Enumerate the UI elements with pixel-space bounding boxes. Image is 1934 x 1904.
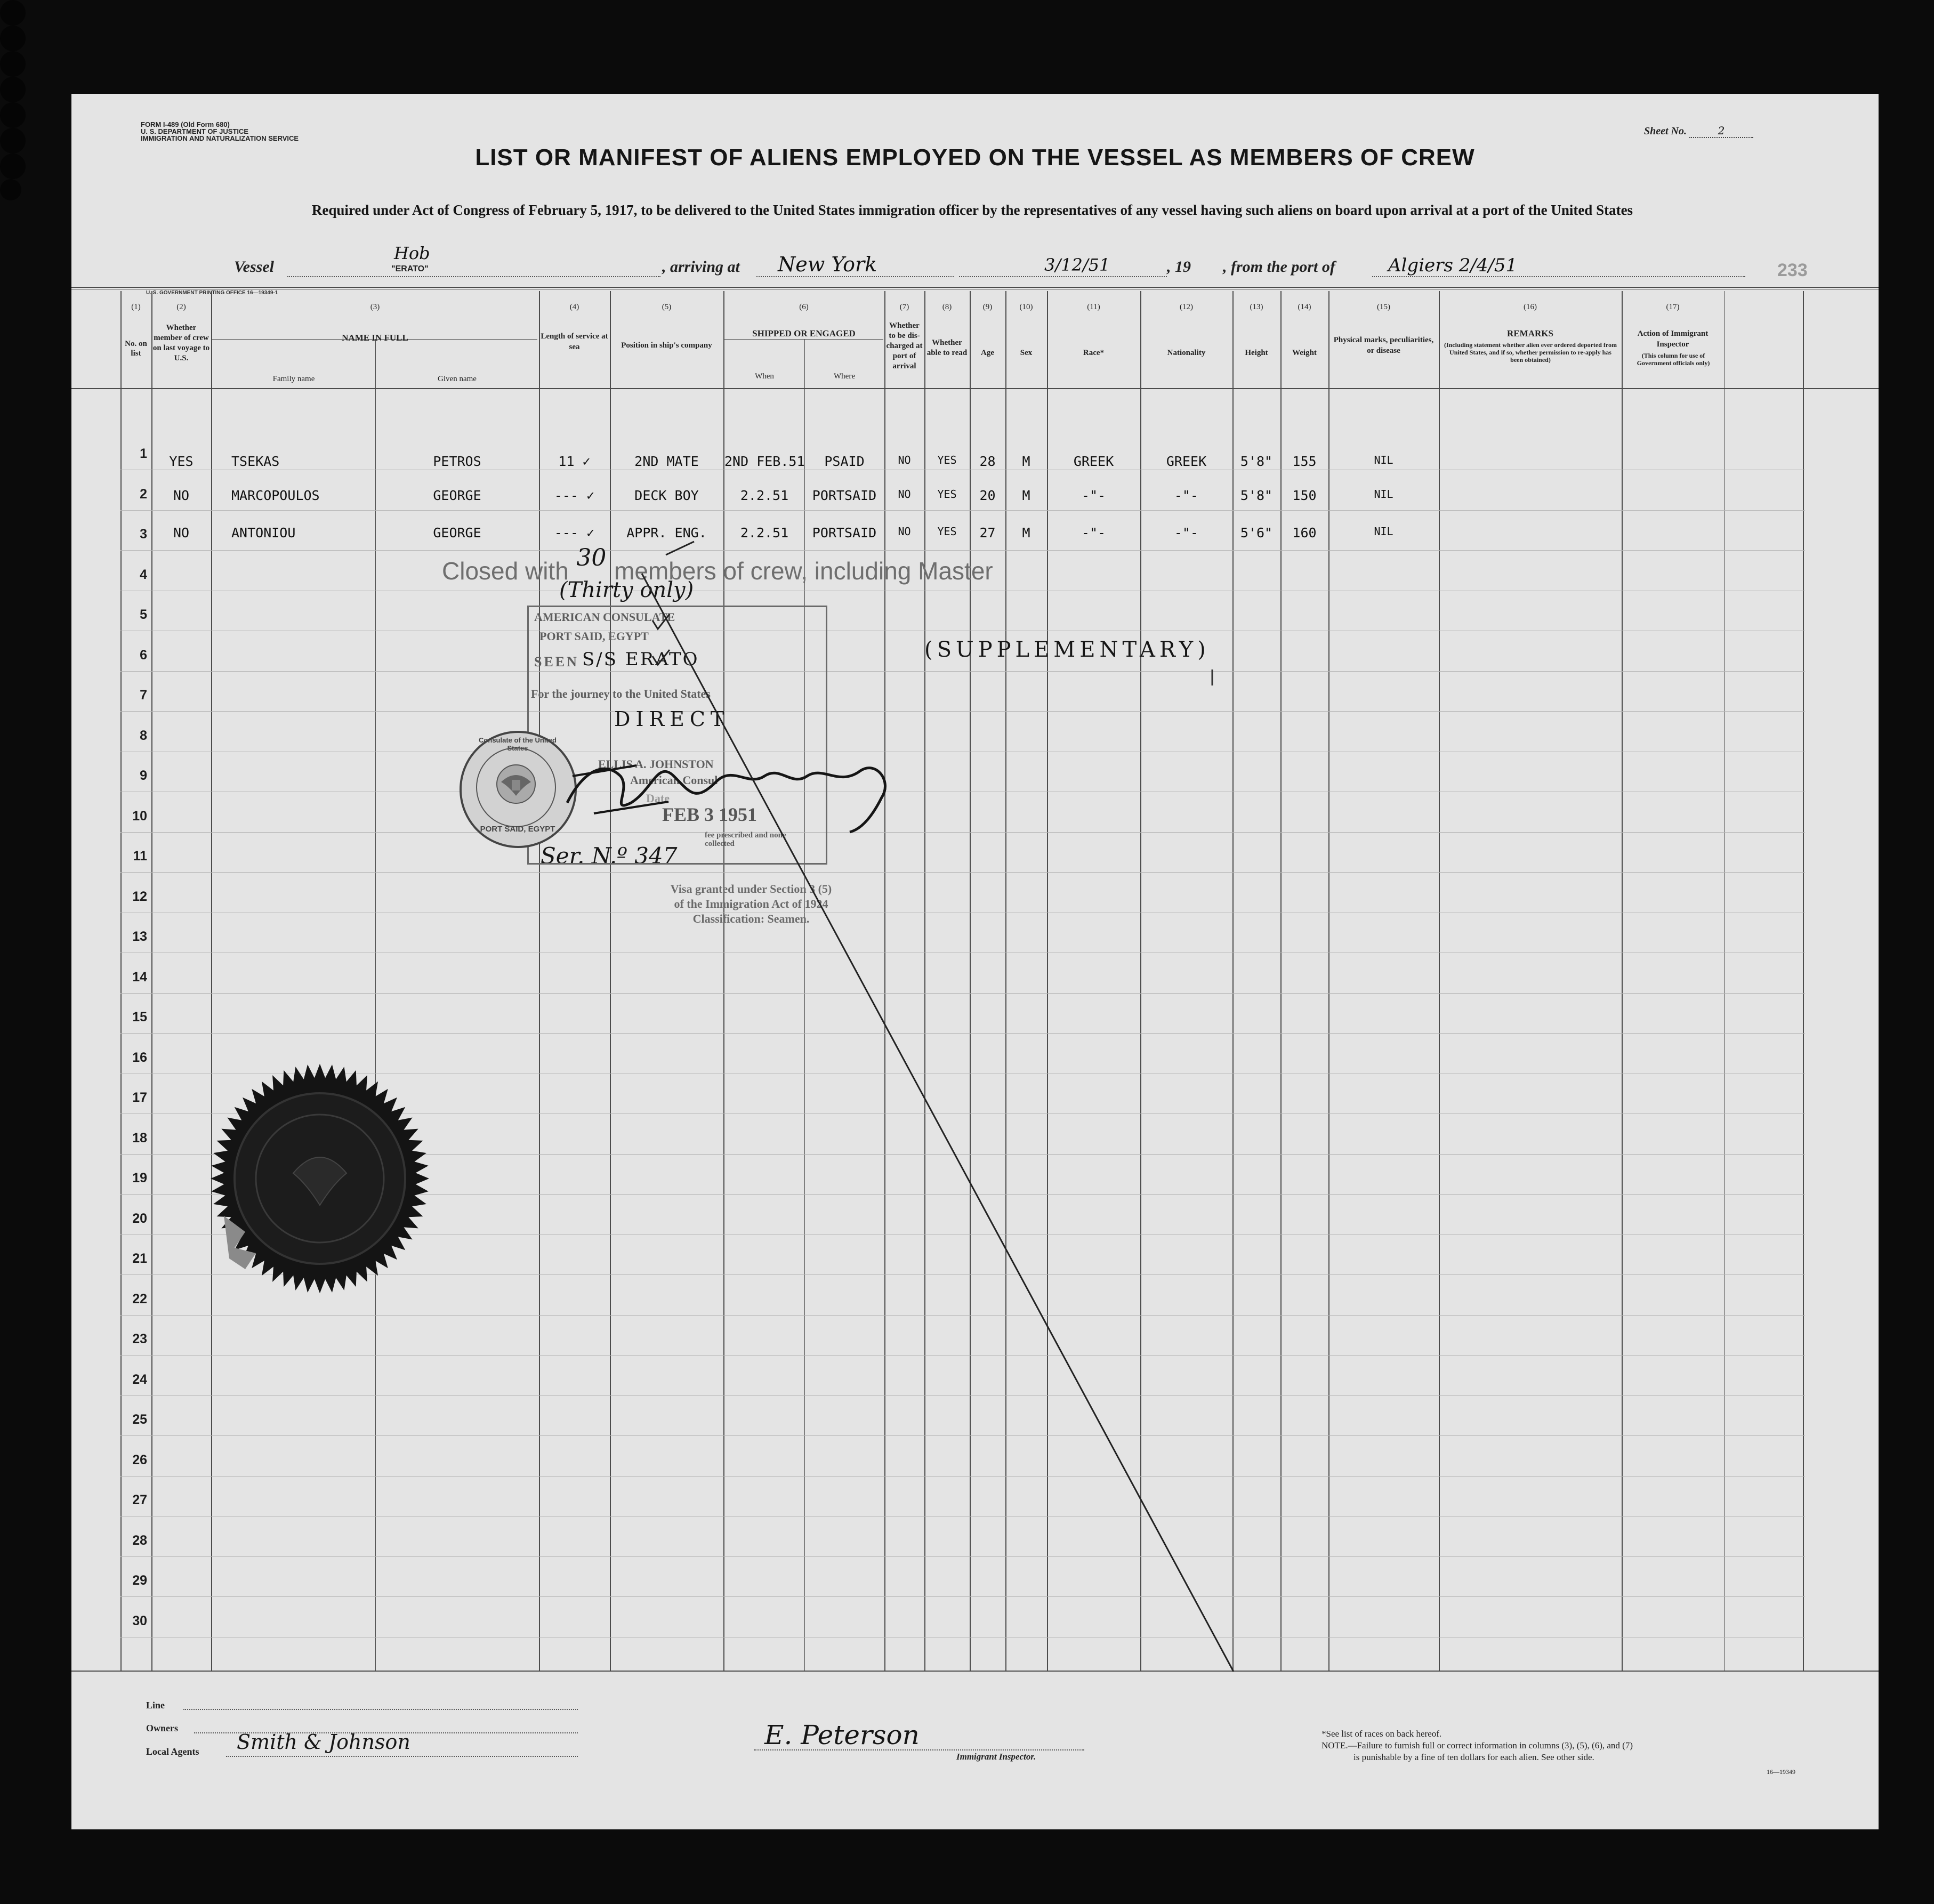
cell-service: --- ✓ [554,488,595,503]
row-number: 18 [132,1131,147,1145]
cell-age: 28 [979,454,996,469]
cell-when: 2.2.51 [740,525,789,540]
page-title: LIST OR MANIFEST OF ALIENS EMPLOYED ON THE VESSEL AS MEMBERS OF CREW [475,144,1475,171]
col-header-remarks: REMARKS [1507,328,1553,338]
row-number: 7 [140,688,147,703]
stamp-journey: For the journey to the United States [531,687,711,700]
date-value: 3/12/51 [1044,255,1110,275]
inspector-signature: E. Peterson [764,1720,920,1750]
stamp-line1: AMERICAN CONSULATE [534,610,675,624]
cell-family: ANTONIOU [231,525,296,540]
from-value: Algiers 2/4/51 [1388,255,1518,276]
serial-number: Ser. N.º 347 [541,843,678,869]
manifest-sheet [71,94,1879,1829]
col-header-where: Where [834,372,855,381]
row-number: 26 [132,1453,147,1467]
col-header-nationality: Nationality [1167,349,1206,357]
col-num: (5) [662,303,672,311]
seal-bottom-text: PORT SAID, EGYPT [480,825,555,834]
cell-race: -"- [1081,488,1106,503]
cell-sex: M [1022,488,1030,503]
footer-form-code: 16—19349 [1767,1768,1795,1776]
row-number: 27 [132,1492,147,1507]
cell-where: PORTSAID [812,525,877,540]
binder-hole [0,0,26,26]
row-number: 28 [132,1533,147,1548]
cell-discharged: NO [898,454,911,466]
col-header-physical: Physical marks, peculiarities, or disease [1333,336,1434,355]
cell-height: 5'8" [1240,454,1273,469]
row-number: 23 [132,1332,147,1346]
col-header-age: Age [981,349,994,357]
inspector-line [754,1736,1084,1750]
inspector-label: Immigrant Inspector. [956,1752,1036,1762]
stamp-date: FEB 3 1951 [662,804,758,825]
row-number: 14 [132,970,147,985]
cell-weight: 155 [1292,454,1317,469]
cell-height: 5'6" [1240,525,1273,540]
col-num: (2) [176,303,186,311]
col-num: (16) [1524,303,1537,311]
seal-ring-text: Consulate of the United States [479,736,557,752]
row-number: 24 [132,1372,147,1387]
closed-prefix: Closed with [442,557,569,585]
row-number: 2 [140,487,147,502]
col-header-family-name: Family name [272,375,315,383]
row-number: 8 [140,728,147,743]
col-num: (1) [131,303,141,311]
col-header-weight: Weight [1292,349,1317,357]
arriving-label: , arriving at [662,258,740,276]
col-header-number: No. on list [125,340,147,358]
cell-weight: 160 [1292,525,1317,540]
cell-marks: NIL [1374,488,1393,501]
supplementary-note: (SUPPLEMENTARY) [924,638,1210,662]
cell-given: GEORGE [433,488,481,503]
col-header-prior-voyage: Whether member of crew on last voyage to U.S. [152,324,210,362]
visa-classification: Visa granted under Section 3 (5) of the Immigration Act of 1924 Classification: Seamen. [670,882,832,925]
cell-position: 2ND MATE [634,454,699,469]
cell-prior: YES [169,454,194,469]
footer-line-field [183,1695,578,1710]
row-number: 10 [132,809,147,824]
footer-note2: NOTE.—Failure to furnish full or correct information in columns (3), (5), (6), and (7) [1321,1740,1633,1750]
col-header-sex: Sex [1020,349,1033,357]
sheet-number-label: Sheet No. [1644,125,1687,137]
cell-race: GREEK [1073,454,1114,469]
year-label: , 19 [1167,258,1191,276]
row-number: 9 [140,768,147,783]
binder-hole [0,102,26,128]
row-number: 17 [132,1090,147,1105]
col-header-shipped: SHIPPED OR ENGAGED [752,328,856,338]
row-number: 20 [132,1211,147,1226]
cell-height: 5'8" [1240,488,1273,503]
sheet-number-value: 2 [1689,124,1753,138]
col-header-race: Race* [1083,349,1105,357]
row-number: 16 [132,1050,147,1065]
footer-owners-label: Owners [146,1723,178,1733]
cell-marks: NIL [1374,525,1393,538]
from-label: , from the port of [1223,258,1335,276]
col-num: (17) [1666,303,1680,311]
cell-service: --- ✓ [554,525,595,540]
col-num: (7) [899,303,909,311]
col-header-when: When [755,372,774,381]
col-num: (12) [1180,303,1193,311]
stamp-date-label: Date [646,792,670,805]
cell-position: DECK BOY [634,488,699,503]
col-num: (11) [1087,303,1100,311]
cell-read: YES [937,488,957,501]
cell-where: PORTSAID [812,488,877,503]
stamp-fee: fee prescribed and none collected [705,831,786,848]
cell-read: YES [937,525,957,538]
row-number: 25 [132,1412,147,1427]
col-header-remarks-note: (Including statement whether alien ever ordered deported from United States, and if so, whether permission to re-apply has been obtained) [1444,341,1617,364]
stamp-seen-hand: S/S ERATO [582,649,699,670]
cell-given: PETROS [433,454,481,469]
row-number: 29 [132,1573,147,1588]
col-header-name: NAME IN FULL [342,333,408,343]
row-number: 19 [132,1171,147,1185]
cell-discharged: NO [898,525,911,538]
cell-marks: NIL [1374,454,1393,466]
col-num: (10) [1019,303,1033,311]
cell-when: 2.2.51 [740,488,789,503]
closed-number: 30 [576,544,607,571]
cell-prior: NO [173,488,190,503]
footer-note1: *See list of races on back hereof. [1321,1729,1442,1739]
row-number: 11 [133,849,147,864]
cell-prior: NO [173,525,190,540]
col-header-read: Whether able to read [926,338,968,357]
cell-family: MARCOPOULOS [231,488,320,503]
page-number: 233 [1777,260,1808,280]
col-header-given-name: Given name [438,375,477,383]
stamp-direct: DIRECT [614,707,730,731]
footer-agents-value: Smith & Johnson [237,1730,410,1754]
footer-note3: is punishable by a fine of ten dollars for each alien. See other side. [1353,1752,1594,1762]
vessel-prefix: Hob [394,243,430,263]
binder-hole [0,179,21,200]
stamp-line2: PORT SAID, EGYPT [539,630,649,643]
col-num: (15) [1377,303,1390,311]
row-number: 13 [132,929,147,944]
binder-hole [0,128,26,154]
binder-hole [0,77,26,102]
stamp-seen: SEEN [534,654,579,669]
stamp-consul-title: American Consul [630,773,718,787]
col-num: (9) [982,303,993,311]
cell-when: 2ND FEB.51 [724,454,805,469]
cell-age: 20 [979,488,996,503]
cell-family: TSEKAS [231,454,280,469]
binder-hole [0,26,26,51]
vessel-label: Vessel [234,258,274,276]
col-header-action-note: (This column for use of Government officials only) [1637,352,1710,367]
footer-agents-field [226,1730,578,1757]
row-number: 15 [132,1010,147,1024]
arriving-value: New York [778,253,877,276]
cell-nationality: -"- [1174,488,1199,503]
row-number: 5 [140,607,147,622]
cell-nationality: -"- [1174,525,1199,540]
row-number: 22 [132,1292,147,1306]
cell-service: 11 ✓ [558,454,591,469]
row-number: 21 [132,1251,147,1266]
cell-sex: M [1022,525,1030,540]
col-header-discharged: Whether to be dis-charged at port of arrival [886,321,923,370]
col-num: (13) [1250,303,1263,311]
col-num: (14) [1298,303,1311,311]
footer-line-label: Line [146,1700,165,1711]
col-num: (3) [370,303,380,311]
cancellation-line [71,94,1879,1829]
row-number: 6 [140,648,147,663]
row-number: 30 [132,1613,147,1628]
col-header-service: Length of service at sea [541,332,608,351]
col-header-height: Height [1245,349,1268,357]
row-number: 4 [140,567,147,582]
thirty-only-note: (Thirty only) [559,578,694,602]
cell-position: APPR. ENG. [626,525,707,540]
col-num: (6) [799,303,809,311]
row-number: 3 [140,527,147,542]
cell-sex: M [1022,454,1030,469]
cell-age: 27 [979,525,996,540]
cell-weight: 150 [1292,488,1317,503]
binder-hole [0,51,26,77]
cell-nationality: GREEK [1166,454,1207,469]
form-identifier: FORM I-489 (Old Form 680) U. S. DEPARTMENT OF JUSTICE IMMIGRATION AND NATURALIZATION SERVICE [141,120,299,142]
printing-office: U. S. GOVERNMENT PRINTING OFFICE 16—19349-1 [146,290,278,296]
cell-given: GEORGE [433,525,481,540]
col-header-action: Action of Immigrant Inspector [1637,329,1709,349]
vessel-name: "ERATO" [391,264,429,273]
row-number: 1 [140,446,147,461]
footer-agents-label: Local Agents [146,1746,199,1757]
cell-where: PSAID [824,454,865,469]
page-subtitle: Required under Act of Congress of February 5, 1917, to be delivered to the United States immigration officer by the representatives of any vessel having such aliens on board upon arrival at a port of the United States [311,202,1633,218]
cell-read: YES [937,454,957,466]
closed-suffix: members of crew, including Master [614,557,993,585]
col-num: (4) [569,303,579,311]
binder-hole [0,154,26,179]
stamp-consul-name: ELLIS A. JOHNSTON [598,757,714,771]
row-number: 12 [132,889,147,904]
cell-race: -"- [1081,525,1106,540]
cell-discharged: NO [898,488,911,501]
col-num: (8) [942,303,952,311]
col-header-position: Position in ship's company [621,341,712,350]
